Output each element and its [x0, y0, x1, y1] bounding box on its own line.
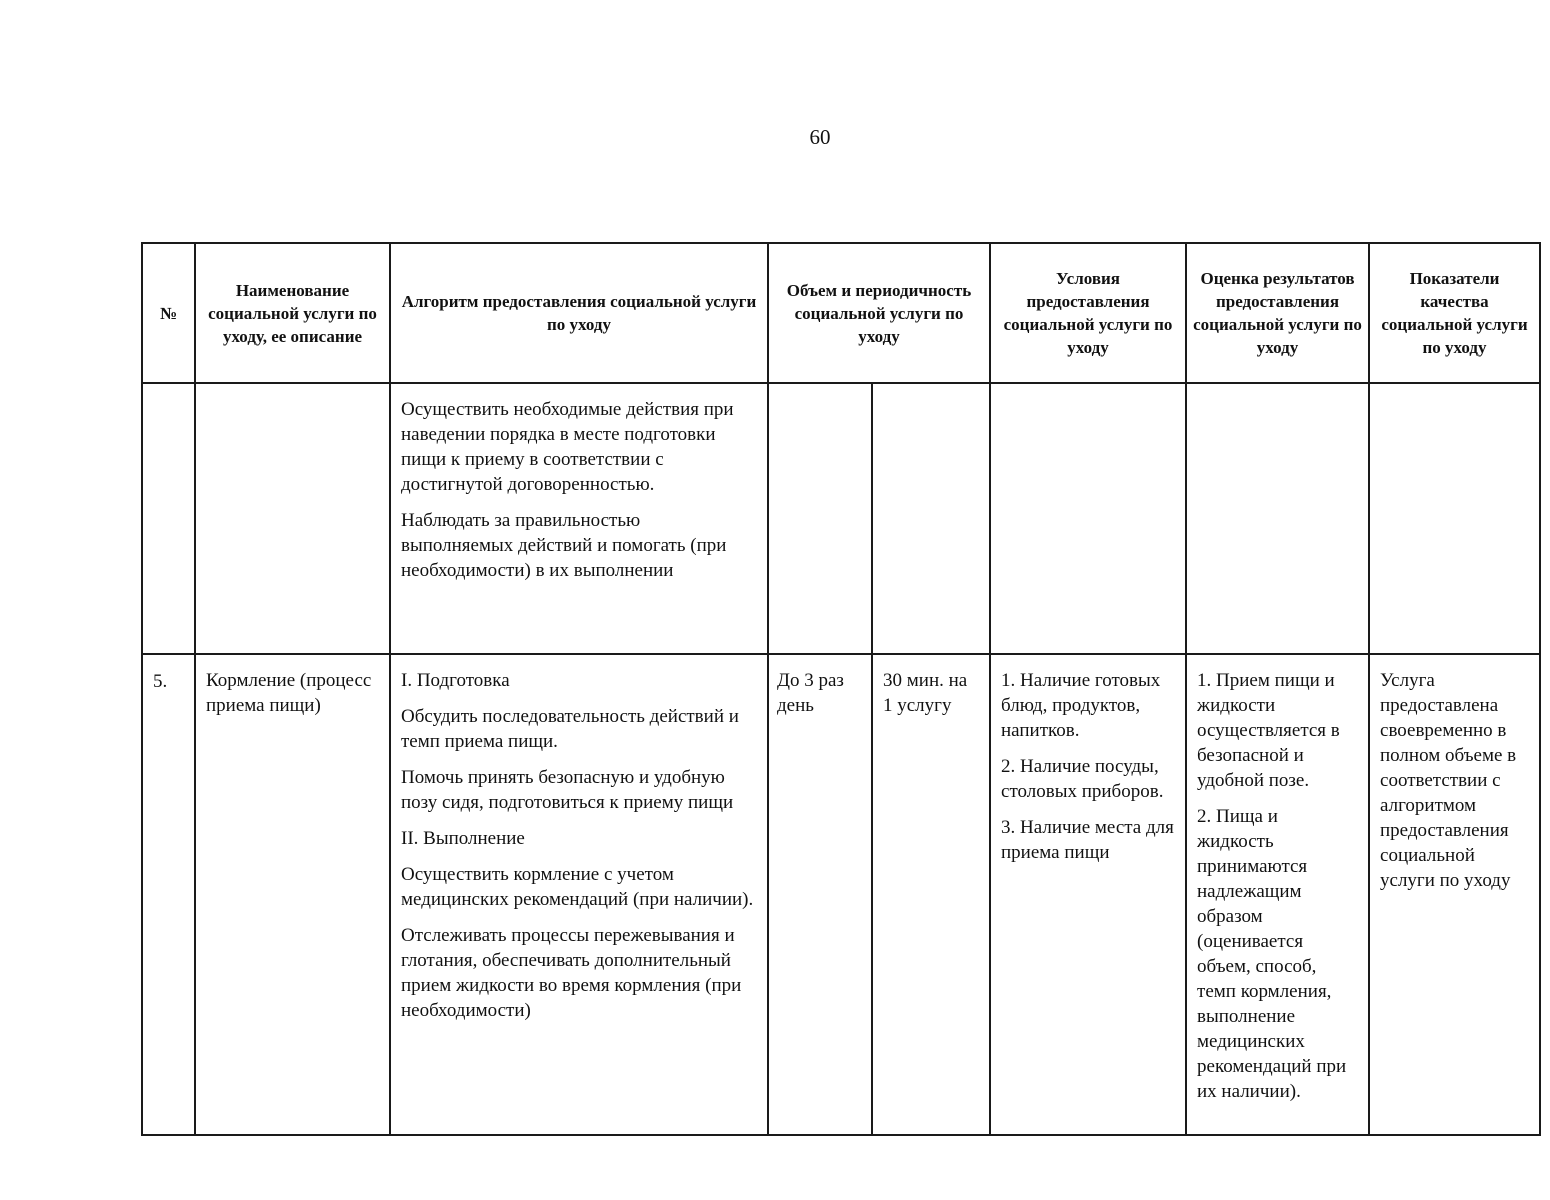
algorithm-step: Осуществить кормление с учетом медицинских рекомендаций (при наличии). [401, 864, 754, 910]
cell-quality: Услуга предоставлена своевременно в полном объеме в соответствии с алгоритмом предоставления социальной услуги по уходу [1369, 654, 1540, 1135]
header-quality: Показатели качества социальной услуги по уходу [1369, 243, 1540, 383]
cell-evaluation-empty [1186, 383, 1369, 654]
algorithm-step: Обсудить последовательность действий и темп приема пищи. [401, 706, 739, 752]
services-table [141, 242, 1541, 1136]
cell-evaluation [1186, 654, 1369, 1135]
header-evaluation: Оценка результатов предоставления социальной услуги по уходу [1186, 243, 1369, 383]
condition-item: 3. Наличие места для приема пищи [1001, 817, 1174, 863]
page-number: 60 [809, 125, 831, 149]
cell-duration: 30 мин. на 1 услугу [872, 654, 990, 1135]
cell-conditions-empty [990, 383, 1186, 654]
header-number: № [142, 243, 195, 383]
algorithm-step: Помочь принять безопасную и удобную позу сидя, подготовиться к приему пищи [401, 767, 734, 813]
cell-conditions [990, 654, 1186, 1135]
cell-algorithm [390, 654, 768, 1135]
cell-service-name: Кормление (процесс приема пищи) [195, 654, 390, 1135]
algorithm-section-title: II. Выполнение [401, 828, 525, 849]
cell-number-empty [142, 383, 195, 654]
table-row-continuation [142, 383, 1540, 654]
cell-duration-empty [872, 383, 990, 654]
table-row-service-5 [142, 654, 1540, 1135]
cell-frequency-empty [768, 383, 872, 654]
header-conditions: Условия предоставления социальной услуги по уходу [990, 243, 1186, 383]
algorithm-step: Отслеживать процессы пережевывания и глотания, обеспечивать дополнительный прием жидкости во время кормления (при необходимости) [401, 925, 742, 1021]
condition-item: 1. Наличие готовых блюд, продуктов, напитков. [1001, 670, 1161, 741]
algorithm-step: Осуществить необходимые действия при наведении порядка в месте подготовки пищи к приему в соответствии с достигнутой договоренностью. [401, 399, 734, 495]
header-volume: Объем и периодичность социальной услуги по уходу [768, 243, 990, 383]
header-algorithm: Алгоритм предоставления социальной услуги по уходу [390, 243, 768, 383]
cell-number: 5. [142, 654, 195, 1135]
algorithm-section-title: I. Подготовка [401, 670, 510, 691]
table-header-row [142, 243, 1540, 383]
evaluation-item: 1. Прием пищи и жидкости осуществляется в безопасной и удобной позе. [1197, 670, 1340, 791]
cell-quality-empty [1369, 383, 1540, 654]
cell-frequency: До 3 раз день [768, 654, 872, 1135]
condition-item: 2. Наличие посуды, столовых приборов. [1001, 756, 1164, 802]
evaluation-item: 2. Пища и жидкость принимаются надлежащим образом (оценивается объем, способ, темп кормления, выполнение медицинских рекомендаций при их наличии). [1197, 806, 1347, 1102]
cell-algorithm-continuation [390, 383, 768, 654]
algorithm-step: Наблюдать за правильностью выполняемых действий и помогать (при необходимости) в их выполнении [401, 510, 727, 581]
cell-name-empty [195, 383, 390, 654]
header-service-name: Наименование социальной услуги по уходу, ее описание [195, 243, 390, 383]
